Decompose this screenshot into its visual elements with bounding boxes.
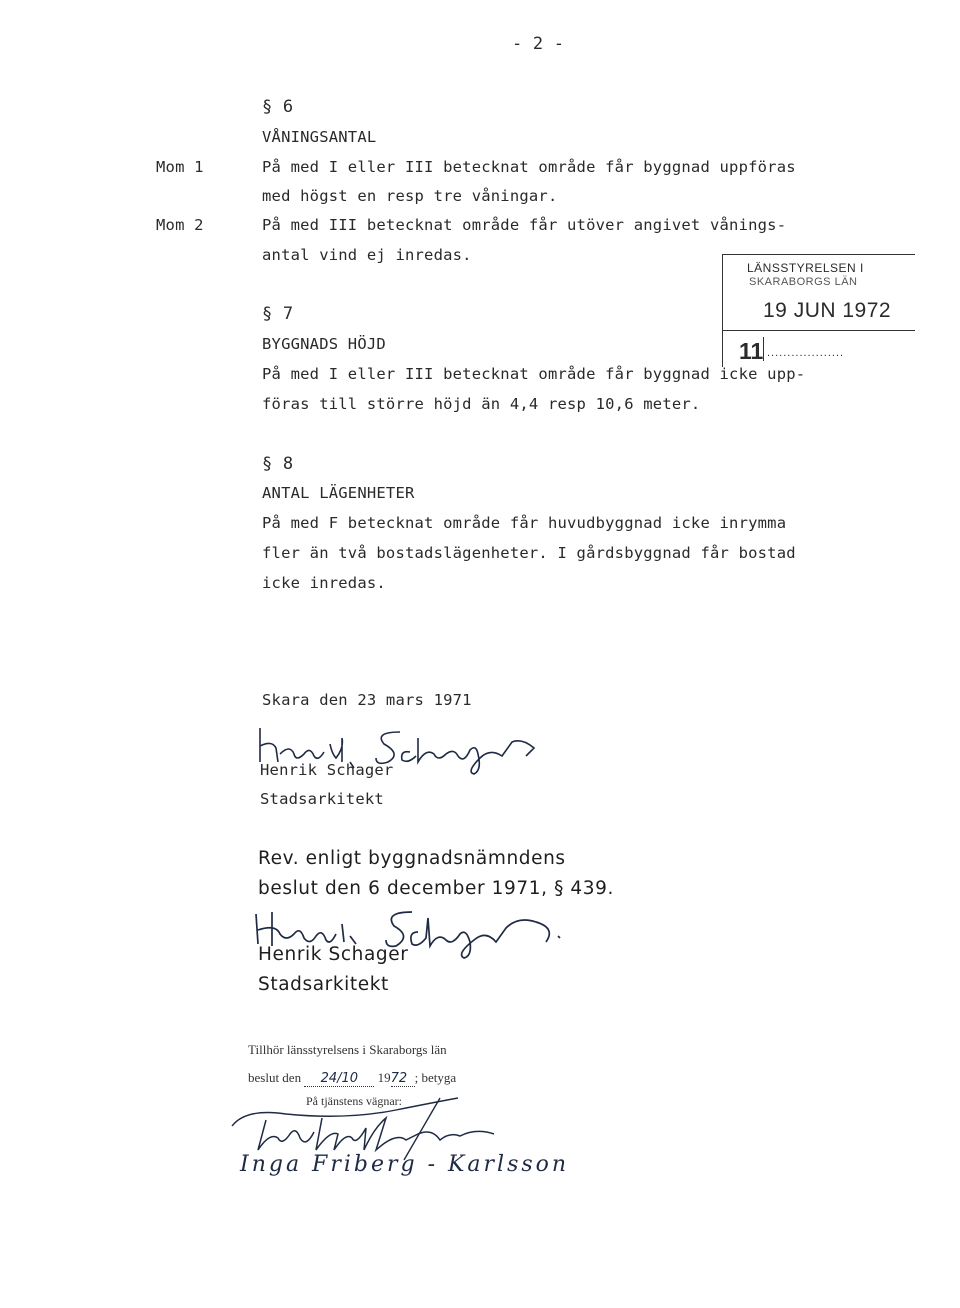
section-6-heading: § 6	[262, 97, 294, 117]
section-8-title: ANTAL LÄGENHETER	[262, 484, 415, 502]
stamp-county: SKARABORGS LÄN	[749, 276, 858, 288]
section-8-line-3: icke inredas.	[262, 574, 386, 592]
signatory-role-1: Stadsarkitekt	[260, 790, 384, 808]
mom-1-line-2: med högst en resp tre våningar.	[262, 187, 558, 205]
signatory-name-2: Henrik Schager	[258, 944, 409, 965]
place-and-date: Skara den 23 mars 1971	[262, 691, 472, 709]
certification-date-prefix: beslut den	[248, 1070, 302, 1085]
certification-line-1: Tillhör länsstyrelsens i Skaraborgs län	[248, 1042, 447, 1057]
certification-year: 72	[391, 1071, 415, 1087]
section-7-title: BYGGNADS HÖJD	[262, 335, 386, 353]
certification-line-2	[248, 1070, 456, 1087]
section-8-line-2: fler än två bostadslägenheter. I gårdsbyggnad får bostad	[262, 544, 796, 562]
section-7-heading: § 7	[262, 304, 294, 324]
mom-2-line-1: På med III betecknat område får utöver angivet vånings-	[262, 216, 787, 234]
certification-line-3: På tjänstens vägnar:	[306, 1094, 402, 1108]
mom-2-label: Mom 2	[156, 216, 204, 234]
section-7-line-1: På med I eller III betecknat område får byggnad icke upp-	[262, 365, 806, 383]
signer-name: Inga Friberg - Karlsson	[240, 1152, 570, 1177]
stamp-authority: LÄNSSTYRELSEN I	[747, 261, 864, 275]
received-stamp	[722, 254, 915, 367]
stamp-date: 19 JUN 1972	[763, 299, 892, 322]
stamp-number: 11	[739, 338, 764, 364]
stamp-number-divider	[763, 337, 764, 361]
certification-suffix: ; betyga	[414, 1070, 457, 1085]
revision-line-1: Rev. enligt byggnadsnämndens	[258, 848, 566, 869]
section-7-line-2: föras till större höjd än 4,4 resp 10,6 meter.	[262, 395, 701, 413]
handwritten-signature-3	[226, 1088, 546, 1198]
mom-1-label: Mom 1	[156, 158, 204, 176]
stamp-dotted-field: ...................	[767, 347, 845, 359]
section-6-title: VÅNINGSANTAL	[262, 128, 377, 146]
revision-line-2: beslut den 6 december 1971, § 439.	[258, 878, 615, 899]
section-8-line-1: På med F betecknat område får huvudbyggnad icke inrymma	[262, 514, 787, 532]
mom-2-line-2: antal vind ej inredas.	[262, 246, 472, 264]
page-number: - 2 -	[512, 34, 565, 54]
stamp-divider	[723, 330, 915, 331]
mom-1-line-1: På med I eller III betecknat område får byggnad uppföras	[262, 158, 796, 176]
signatory-role-2: Stadsarkitekt	[258, 974, 389, 995]
signatory-name-1: Henrik Schager	[260, 761, 394, 779]
certification-year-prefix: 19	[377, 1070, 391, 1085]
certification-date: 24/10	[304, 1071, 374, 1087]
section-8-heading: § 8	[262, 454, 294, 474]
